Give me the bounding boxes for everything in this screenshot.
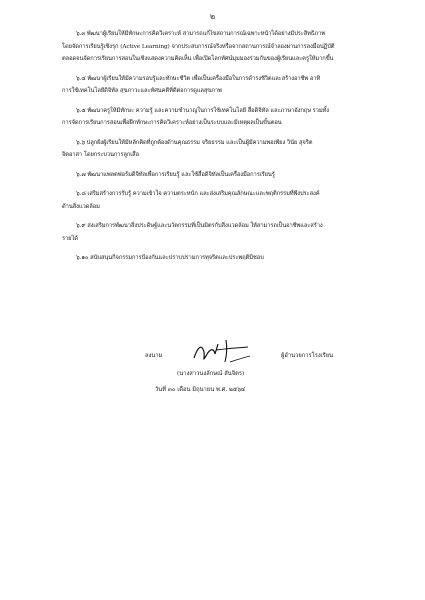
item-list bbox=[62, 28, 362, 272]
signature-block bbox=[145, 346, 385, 406]
item-first-line: ๖.๕ พัฒนาครูให้มีทักษะ ความรู้ และความชำนาญในการใช้เทคโนโลยี สื่อดิจิทัล และภาษาอังกฤษ รวมทั้ง bbox=[76, 107, 330, 114]
item-continuation-line: ด้านสิ่งแวดล้อม bbox=[62, 203, 100, 210]
list-item bbox=[62, 220, 362, 245]
list-item bbox=[62, 73, 362, 98]
item-first-line: ๖.๓ พัฒนาผู้เรียนให้มีทักษะการคิดวิเคราะห์ สามารถแก้ไขสถานการณ์เฉพาะหน้าได้อย่างมีประสิทธิภาพ bbox=[76, 31, 325, 37]
item-first-line: ๖.๔ พัฒนาผู้เรียนให้มีความรอบรู้และทักษะชีวิต เพื่อเป็นเครื่องมือในการดำรงชีวิตและสร้างอาชีพ อาทิ bbox=[76, 75, 321, 82]
item-continuation-line: จิตอาสา โดยกระบวนการลูกเสือ bbox=[62, 152, 139, 158]
page-number: ๒ bbox=[209, 12, 216, 21]
item-first-line: ๖.๗ พัฒนาแพลตฟอร์มดิจิทัลเพื่อการเรียนรู้ และใช้สื่อดิจิทัลเป็นเครื่องมือการเรียนรู้ bbox=[76, 171, 275, 178]
signature-prefix: ลงนาม bbox=[145, 353, 163, 359]
item-first-line: ๖.๙ ส่งเสริมการพัฒนาสิ่งประดิษฐ์และนวัตกรรมที่เป็นมิตรกับสิ่งแวดล้อม ให้สามารถเป็นอาชีพและสร้าง bbox=[76, 223, 323, 229]
item-first-line: ๖.๖ ปลูกฝังผู้เรียนให้มีหลักคิดที่ถูกต้องด้านคุณธรรม จริยธรรม และเป็นผู้มีความพอเพียง วินัย สุจริต bbox=[76, 139, 313, 146]
item-continuation-line: ตลอดจนจัดการเรียนการสอนในเชิงแสดงความคิดเห็น เพื่อเปิดโลกทัศน์มุมมองร่วมกันของผู้เรียนและครูให้มากขึ้น bbox=[62, 56, 334, 62]
signature-role: ผู้อำนวยการโรงเรียน bbox=[281, 353, 334, 359]
item-continuation-line: โดยจัดการเรียนรู้เชิงรุก (Active Learning) จากประสบการณ์จริงหรือจากสถานการณ์จำลองผ่านการลงมือปฏิบัติ bbox=[62, 43, 335, 50]
list-item bbox=[62, 105, 362, 130]
handwritten-signature bbox=[190, 336, 254, 366]
list-item bbox=[62, 188, 362, 213]
item-continuation-line: การจัดการเรียนการสอนเพื่อฝึกทักษะการคิดวิเคราะห์อย่างเป็นระบบและมีเหตุผลเป็นขั้นตอน bbox=[62, 120, 282, 126]
item-continuation-line: รายได้ bbox=[62, 235, 78, 242]
item-first-line: ๖.๘ เสริมสร้างการรับรู้ ความเข้าใจ ความตระหนัก และส่งเสริมคุณลักษณะและพฤติกรรมที่พึงประสงค์ bbox=[76, 191, 320, 197]
item-continuation-line: การใช้เทคโนโลยีดิจิทัล สุขภาวะและทัศนคติที่ดีต่อการดูแลสุขภาพ bbox=[62, 88, 222, 94]
item-first-line: ๖.๑๐ สนับสนุนกิจกรรมการป้องกันและปราบปรามการทุจริตและประพฤติมิชอบ bbox=[76, 255, 264, 261]
signatory-name: (นางสาวนงลักษณ์ สันจิตร) bbox=[177, 371, 245, 377]
list-item bbox=[62, 252, 362, 265]
list-item bbox=[62, 169, 362, 182]
list-item bbox=[62, 28, 362, 66]
signature-date: วันที่ ๓๐ เดือน มิถุนายน พ.ศ. ๒๕๖๔ bbox=[155, 387, 246, 393]
list-item bbox=[62, 137, 362, 162]
